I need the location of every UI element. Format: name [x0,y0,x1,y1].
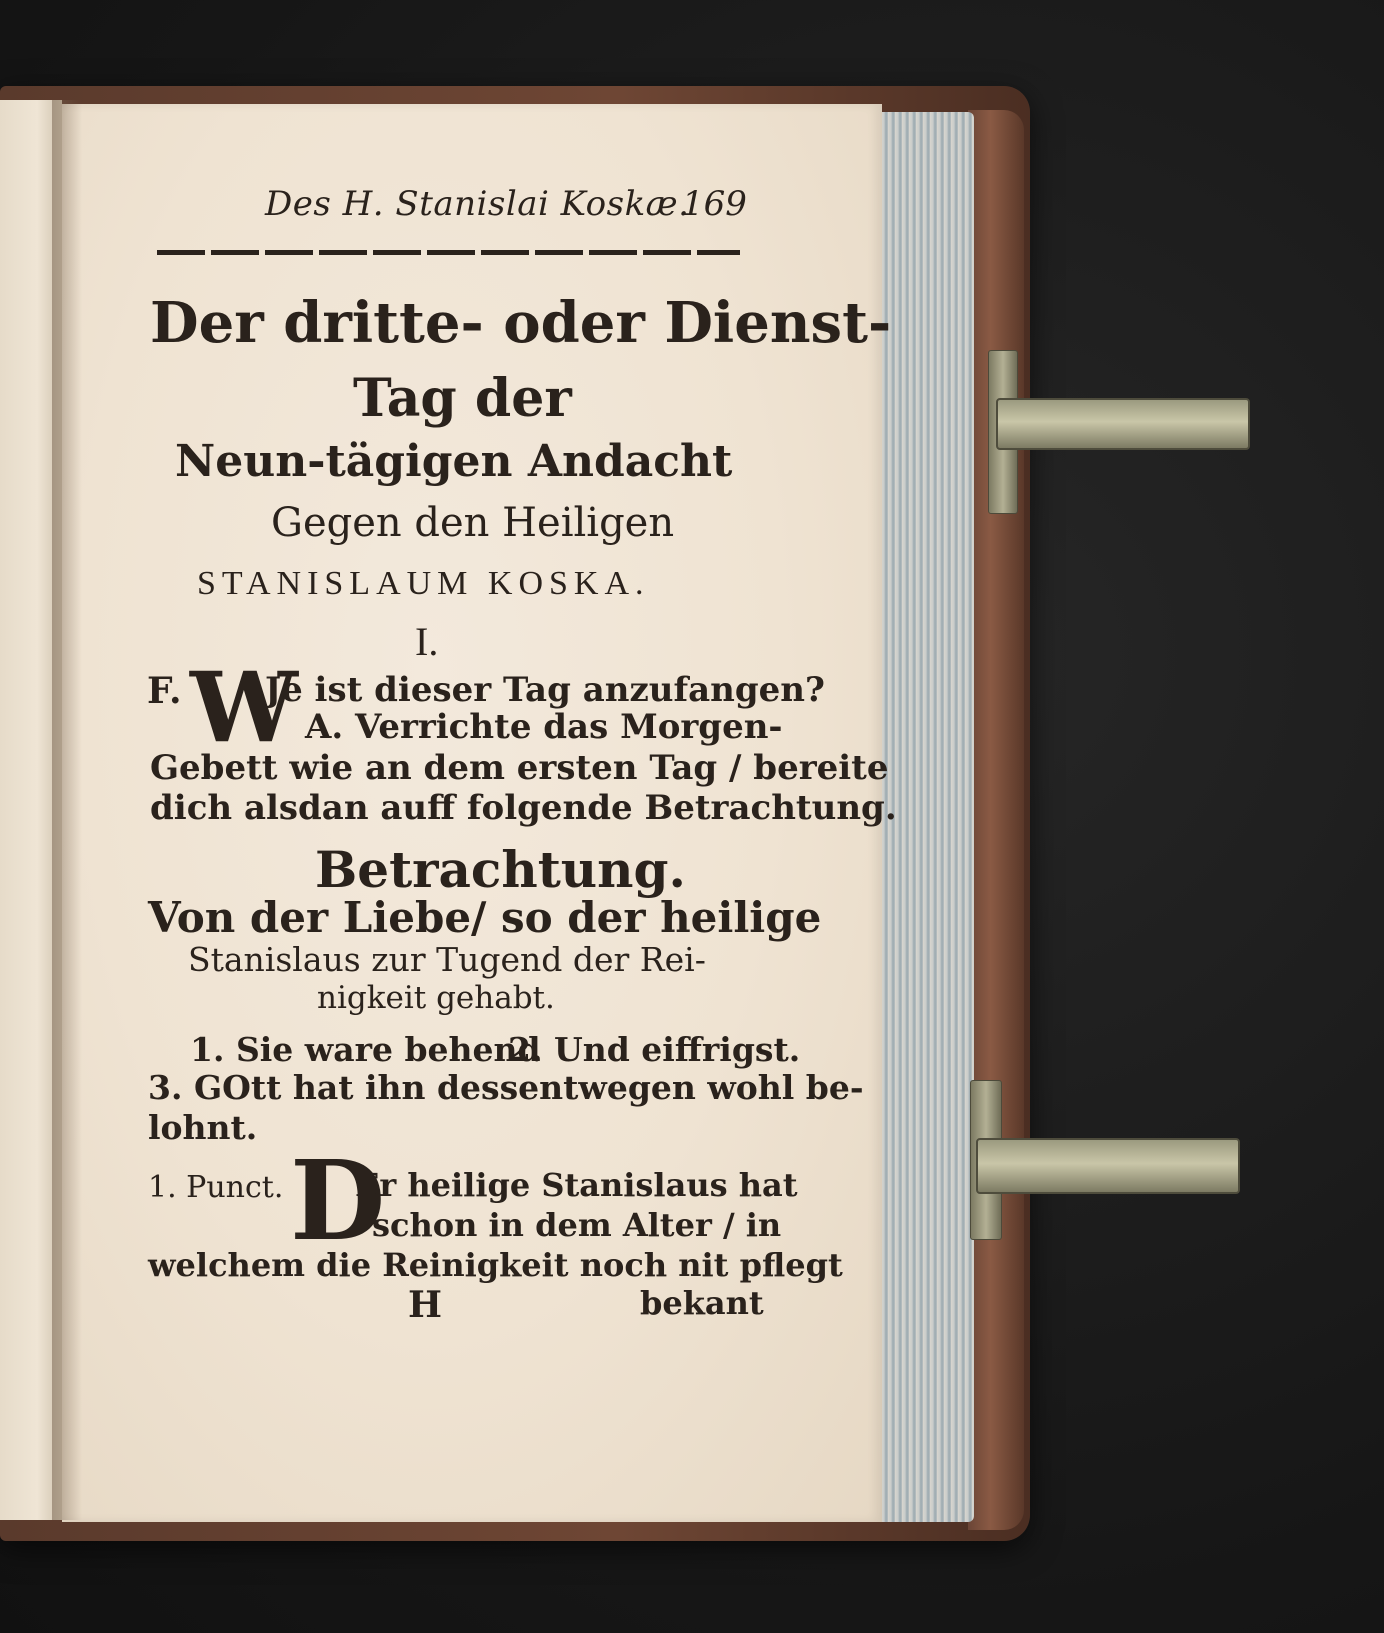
question-line-2: A. Verrichte das Morgen- [305,707,783,747]
section-number: I. [415,619,439,664]
header-rule [157,250,740,255]
question-line-4: dich alsdan auff folgende Betrachtung. [150,788,897,828]
question-prefix: F. [147,670,182,712]
signature-mark: H [408,1284,443,1326]
title-line-2: Tag der [353,368,572,429]
point-3-line-2: lohnt. [148,1108,258,1147]
lower-clasp-bar [976,1138,1240,1194]
catchword: bekant [640,1284,764,1322]
question-line-1: Je ist dieser Tag anzufangen? [265,670,825,710]
body-line-3: welchem die Reinigkeit noch nit pflegt [148,1246,843,1284]
title-line-3: Neun-tägigen Andacht [175,436,733,487]
point-3-line-1: 3. GOtt hat ihn dessentwegen wohl be- [148,1068,864,1107]
upper-clasp-bar [996,398,1250,450]
meditation-subtitle-2: Stanislaus zur Tugend der Rei- [188,940,706,979]
title-line-1: Der dritte- oder Dienst- [150,290,892,356]
meditation-subtitle-3: nigkeit gehabt. [317,980,555,1016]
body-initial: D [290,1136,386,1265]
body-line-2: schon in dem Alter / in [372,1206,782,1244]
body-line-1: Er heilige Stanislaus hat [355,1166,798,1204]
point-2: 2. Und eiffrigst. [508,1030,801,1069]
point-1: 1. Sie ware behend [190,1030,541,1069]
meditation-subtitle-1: Von der Liebe/ so der heilige [148,893,822,942]
running-title: Des H. Stanislai Koskæ. [265,184,690,224]
title-line-4: Gegen den Heiligen [271,500,675,546]
question-line-3: Gebett wie an dem ersten Tag / bereite [150,748,889,788]
question-initial: W [190,651,298,764]
punct-marker: 1. Punct. [148,1170,284,1205]
title-line-5: STANISLAUM KOSKA. [197,565,650,602]
page-number: 169 [682,184,747,224]
gutter-shadow [52,100,82,1520]
meditation-heading: Betrachtung. [315,840,686,899]
book-spine-edge [968,110,1024,1530]
